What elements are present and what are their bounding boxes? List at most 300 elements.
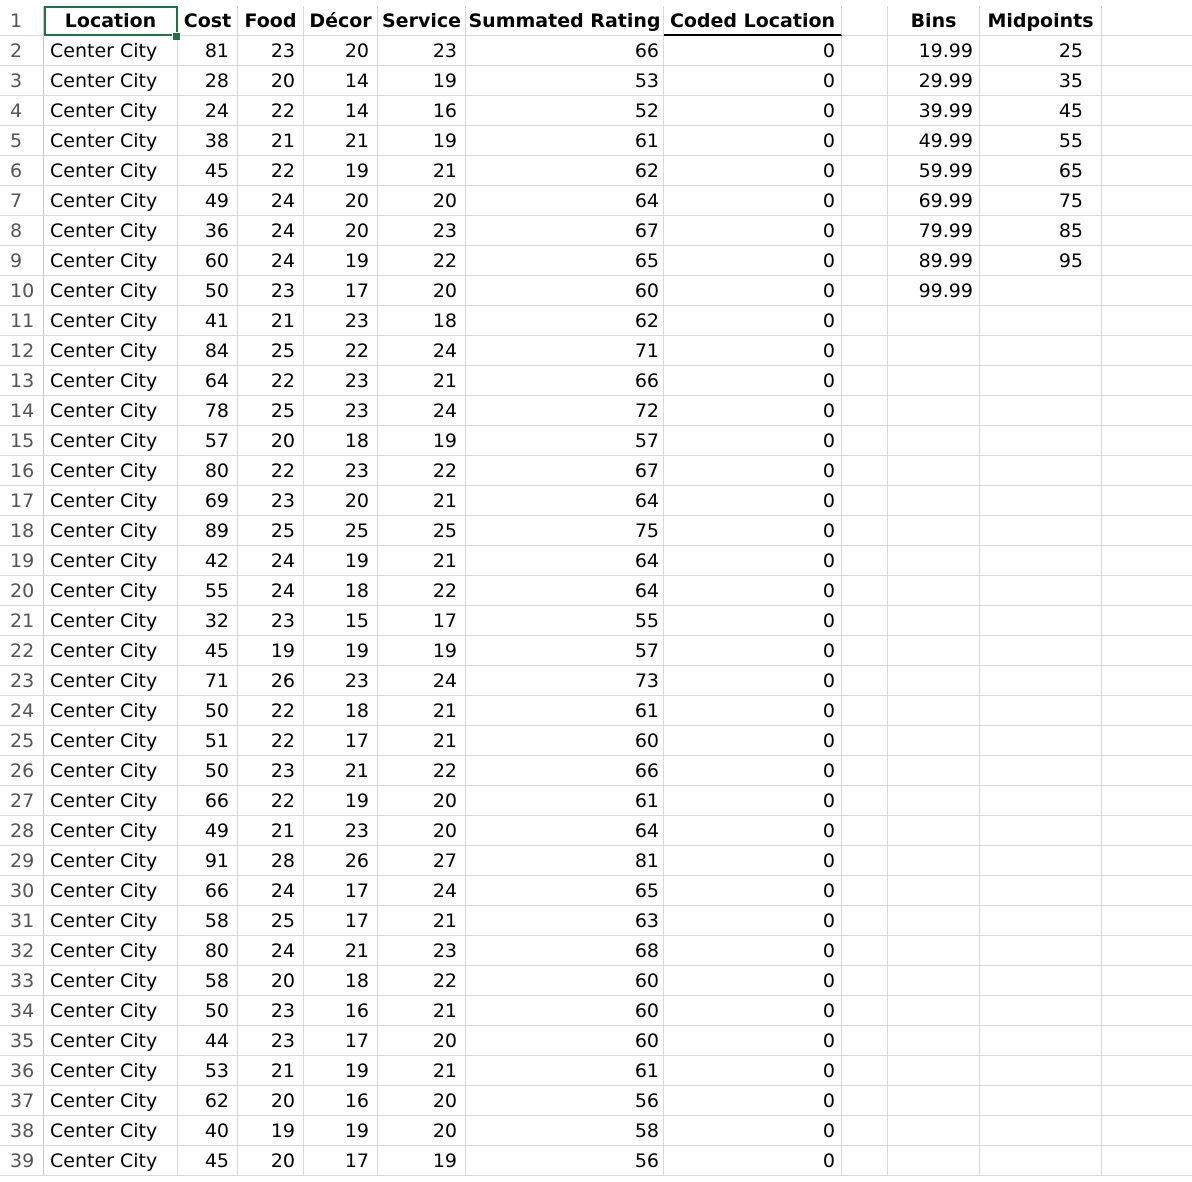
cell-midpoints[interactable]: 75 [980, 186, 1102, 216]
cell-location[interactable]: Center City [44, 1146, 178, 1176]
cell-coded-location[interactable]: 0 [664, 786, 842, 816]
cell-decor[interactable]: 18 [304, 426, 378, 456]
cell-decor[interactable]: 23 [304, 666, 378, 696]
cell-location[interactable]: Center City [44, 786, 178, 816]
cell-food[interactable]: 25 [238, 336, 304, 366]
cell-coded-location[interactable]: 0 [664, 1146, 842, 1176]
cell-bins[interactable] [888, 456, 980, 486]
cell-midpoints[interactable] [980, 486, 1102, 516]
cell-coded-location[interactable]: 0 [664, 606, 842, 636]
cell-food[interactable]: 23 [238, 276, 304, 306]
cell-midpoints[interactable] [980, 966, 1102, 996]
header-cell-coded-location[interactable]: Coded Location [664, 6, 842, 36]
cell-location[interactable]: Center City [44, 216, 178, 246]
cell-service[interactable]: 20 [378, 1026, 466, 1056]
row-number[interactable]: 10 [0, 276, 44, 306]
empty-cell[interactable] [1102, 576, 1192, 606]
cell-location[interactable]: Center City [44, 996, 178, 1026]
cell-summated-rating[interactable]: 60 [466, 996, 664, 1026]
cell-decor[interactable]: 23 [304, 366, 378, 396]
cell-food[interactable]: 24 [238, 576, 304, 606]
cell-midpoints[interactable] [980, 996, 1102, 1026]
cell-summated-rating[interactable]: 75 [466, 516, 664, 546]
cell-coded-location[interactable]: 0 [664, 546, 842, 576]
row-number[interactable]: 17 [0, 486, 44, 516]
cell-location[interactable]: Center City [44, 366, 178, 396]
cell-location[interactable]: Center City [44, 576, 178, 606]
cell-food[interactable]: 20 [238, 426, 304, 456]
cell-location[interactable]: Center City [44, 66, 178, 96]
header-cell-food[interactable]: Food [238, 6, 304, 36]
cell-food[interactable]: 19 [238, 636, 304, 666]
cell-coded-location[interactable]: 0 [664, 1026, 842, 1056]
row-number[interactable]: 8 [0, 216, 44, 246]
cell-coded-location[interactable]: 0 [664, 726, 842, 756]
cell-summated-rating[interactable]: 53 [466, 66, 664, 96]
row-number[interactable]: 36 [0, 1056, 44, 1086]
cell-location[interactable]: Center City [44, 1026, 178, 1056]
cell-bins[interactable] [888, 996, 980, 1026]
cell-service[interactable]: 22 [378, 456, 466, 486]
row-number[interactable]: 26 [0, 756, 44, 786]
cell-location[interactable]: Center City [44, 156, 178, 186]
cell-cost[interactable]: 32 [178, 606, 238, 636]
empty-cell[interactable] [1102, 1146, 1192, 1176]
empty-cell[interactable] [1102, 276, 1192, 306]
cell-decor[interactable]: 14 [304, 66, 378, 96]
cell-coded-location[interactable]: 0 [664, 906, 842, 936]
cell-midpoints[interactable] [980, 846, 1102, 876]
cell-bins[interactable]: 99.99 [888, 276, 980, 306]
empty-cell[interactable] [842, 486, 888, 516]
empty-cell[interactable] [1102, 6, 1192, 36]
cell-midpoints[interactable] [980, 396, 1102, 426]
cell-summated-rating[interactable]: 65 [466, 246, 664, 276]
cell-summated-rating[interactable]: 64 [466, 576, 664, 606]
row-number[interactable]: 13 [0, 366, 44, 396]
row-number[interactable]: 34 [0, 996, 44, 1026]
row-number[interactable]: 14 [0, 396, 44, 426]
row-number[interactable]: 6 [0, 156, 44, 186]
cell-food[interactable]: 21 [238, 306, 304, 336]
empty-cell[interactable] [1102, 336, 1192, 366]
cell-midpoints[interactable] [980, 606, 1102, 636]
cell-cost[interactable]: 57 [178, 426, 238, 456]
row-number[interactable]: 23 [0, 666, 44, 696]
cell-service[interactable]: 21 [378, 366, 466, 396]
cell-food[interactable]: 23 [238, 36, 304, 66]
cell-midpoints[interactable] [980, 816, 1102, 846]
cell-cost[interactable]: 36 [178, 216, 238, 246]
cell-bins[interactable] [888, 516, 980, 546]
cell-decor[interactable]: 23 [304, 396, 378, 426]
cell-decor[interactable]: 22 [304, 336, 378, 366]
cell-bins[interactable] [888, 786, 980, 816]
cell-service[interactable]: 25 [378, 516, 466, 546]
cell-midpoints[interactable] [980, 696, 1102, 726]
cell-cost[interactable]: 71 [178, 666, 238, 696]
empty-cell[interactable] [1102, 36, 1192, 66]
row-number[interactable]: 28 [0, 816, 44, 846]
cell-bins[interactable] [888, 876, 980, 906]
cell-coded-location[interactable]: 0 [664, 996, 842, 1026]
cell-coded-location[interactable]: 0 [664, 96, 842, 126]
cell-coded-location[interactable]: 0 [664, 216, 842, 246]
cell-cost[interactable]: 50 [178, 756, 238, 786]
cell-summated-rating[interactable]: 64 [466, 186, 664, 216]
cell-location[interactable]: Center City [44, 846, 178, 876]
cell-coded-location[interactable]: 0 [664, 456, 842, 486]
cell-decor[interactable]: 17 [304, 876, 378, 906]
cell-bins[interactable]: 39.99 [888, 96, 980, 126]
cell-cost[interactable]: 45 [178, 1146, 238, 1176]
cell-summated-rating[interactable]: 57 [466, 636, 664, 666]
cell-midpoints[interactable] [980, 366, 1102, 396]
cell-bins[interactable]: 29.99 [888, 66, 980, 96]
row-number[interactable]: 1 [0, 6, 44, 36]
cell-summated-rating[interactable]: 66 [466, 36, 664, 66]
empty-cell[interactable] [1102, 516, 1192, 546]
cell-food[interactable]: 23 [238, 996, 304, 1026]
cell-bins[interactable] [888, 696, 980, 726]
cell-coded-location[interactable]: 0 [664, 156, 842, 186]
cell-food[interactable]: 20 [238, 966, 304, 996]
header-cell-location[interactable]: Location [44, 6, 178, 36]
cell-location[interactable]: Center City [44, 756, 178, 786]
row-number[interactable]: 38 [0, 1116, 44, 1146]
cell-bins[interactable] [888, 1116, 980, 1146]
row-number[interactable]: 33 [0, 966, 44, 996]
cell-decor[interactable]: 15 [304, 606, 378, 636]
cell-coded-location[interactable]: 0 [664, 276, 842, 306]
empty-cell[interactable] [842, 336, 888, 366]
cell-service[interactable]: 19 [378, 126, 466, 156]
row-number[interactable]: 2 [0, 36, 44, 66]
cell-location[interactable]: Center City [44, 96, 178, 126]
empty-cell[interactable] [1102, 186, 1192, 216]
empty-cell[interactable] [1102, 846, 1192, 876]
cell-midpoints[interactable]: 35 [980, 66, 1102, 96]
cell-service[interactable]: 21 [378, 996, 466, 1026]
cell-food[interactable]: 22 [238, 786, 304, 816]
empty-cell[interactable] [1102, 606, 1192, 636]
cell-decor[interactable]: 17 [304, 276, 378, 306]
empty-cell[interactable] [842, 96, 888, 126]
cell-bins[interactable] [888, 1026, 980, 1056]
cell-coded-location[interactable]: 0 [664, 306, 842, 336]
cell-coded-location[interactable]: 0 [664, 576, 842, 606]
cell-cost[interactable]: 62 [178, 1086, 238, 1116]
empty-cell[interactable] [842, 246, 888, 276]
cell-location[interactable]: Center City [44, 606, 178, 636]
cell-location[interactable]: Center City [44, 936, 178, 966]
cell-cost[interactable]: 89 [178, 516, 238, 546]
cell-cost[interactable]: 40 [178, 1116, 238, 1146]
cell-midpoints[interactable] [980, 636, 1102, 666]
cell-service[interactable]: 17 [378, 606, 466, 636]
empty-cell[interactable] [1102, 936, 1192, 966]
cell-decor[interactable]: 17 [304, 1026, 378, 1056]
cell-service[interactable]: 20 [378, 276, 466, 306]
cell-midpoints[interactable] [980, 936, 1102, 966]
empty-cell[interactable] [842, 666, 888, 696]
cell-bins[interactable]: 49.99 [888, 126, 980, 156]
cell-food[interactable]: 23 [238, 486, 304, 516]
cell-service[interactable]: 24 [378, 876, 466, 906]
cell-summated-rating[interactable]: 71 [466, 336, 664, 366]
cell-decor[interactable]: 18 [304, 576, 378, 606]
cell-cost[interactable]: 45 [178, 636, 238, 666]
cell-food[interactable]: 21 [238, 126, 304, 156]
cell-cost[interactable]: 45 [178, 156, 238, 186]
cell-coded-location[interactable]: 0 [664, 846, 842, 876]
empty-cell[interactable] [1102, 996, 1192, 1026]
cell-location[interactable]: Center City [44, 1086, 178, 1116]
cell-food[interactable]: 25 [238, 516, 304, 546]
cell-coded-location[interactable]: 0 [664, 636, 842, 666]
cell-food[interactable]: 24 [238, 876, 304, 906]
cell-summated-rating[interactable]: 68 [466, 936, 664, 966]
cell-service[interactable]: 20 [378, 816, 466, 846]
cell-decor[interactable]: 18 [304, 966, 378, 996]
cell-service[interactable]: 23 [378, 216, 466, 246]
cell-service[interactable]: 20 [378, 786, 466, 816]
empty-cell[interactable] [1102, 396, 1192, 426]
empty-cell[interactable] [842, 1026, 888, 1056]
cell-midpoints[interactable] [980, 546, 1102, 576]
header-cell-service[interactable]: Service [378, 6, 466, 36]
empty-cell[interactable] [1102, 306, 1192, 336]
cell-midpoints[interactable] [980, 1056, 1102, 1086]
cell-midpoints[interactable] [980, 1026, 1102, 1056]
empty-cell[interactable] [842, 366, 888, 396]
cell-coded-location[interactable]: 0 [664, 936, 842, 966]
cell-service[interactable]: 20 [378, 1116, 466, 1146]
cell-food[interactable]: 26 [238, 666, 304, 696]
header-cell-bins[interactable]: Bins [888, 6, 980, 36]
cell-bins[interactable] [888, 366, 980, 396]
cell-location[interactable]: Center City [44, 906, 178, 936]
cell-midpoints[interactable] [980, 1146, 1102, 1176]
cell-midpoints[interactable]: 25 [980, 36, 1102, 66]
cell-summated-rating[interactable]: 61 [466, 786, 664, 816]
cell-food[interactable]: 24 [238, 216, 304, 246]
cell-location[interactable]: Center City [44, 726, 178, 756]
empty-cell[interactable] [842, 936, 888, 966]
cell-cost[interactable]: 53 [178, 1056, 238, 1086]
cell-cost[interactable]: 66 [178, 786, 238, 816]
cell-food[interactable]: 20 [238, 1146, 304, 1176]
cell-summated-rating[interactable]: 73 [466, 666, 664, 696]
cell-cost[interactable]: 50 [178, 996, 238, 1026]
empty-cell[interactable] [842, 816, 888, 846]
empty-cell[interactable] [842, 966, 888, 996]
cell-decor[interactable]: 20 [304, 186, 378, 216]
empty-cell[interactable] [1102, 636, 1192, 666]
cell-service[interactable]: 19 [378, 636, 466, 666]
cell-location[interactable]: Center City [44, 486, 178, 516]
cell-cost[interactable]: 58 [178, 906, 238, 936]
cell-coded-location[interactable]: 0 [664, 966, 842, 996]
cell-decor[interactable]: 20 [304, 486, 378, 516]
empty-cell[interactable] [1102, 246, 1192, 276]
row-number[interactable]: 21 [0, 606, 44, 636]
cell-summated-rating[interactable]: 52 [466, 96, 664, 126]
empty-cell[interactable] [842, 576, 888, 606]
cell-coded-location[interactable]: 0 [664, 666, 842, 696]
empty-cell[interactable] [1102, 156, 1192, 186]
empty-cell[interactable] [842, 186, 888, 216]
cell-summated-rating[interactable]: 67 [466, 216, 664, 246]
empty-cell[interactable] [842, 306, 888, 336]
empty-cell[interactable] [842, 1116, 888, 1146]
cell-decor[interactable]: 16 [304, 1086, 378, 1116]
cell-service[interactable]: 19 [378, 426, 466, 456]
cell-coded-location[interactable]: 0 [664, 126, 842, 156]
cell-decor[interactable]: 16 [304, 996, 378, 1026]
empty-cell[interactable] [1102, 906, 1192, 936]
row-number[interactable]: 11 [0, 306, 44, 336]
cell-summated-rating[interactable]: 57 [466, 426, 664, 456]
cell-decor[interactable]: 23 [304, 816, 378, 846]
cell-decor[interactable]: 23 [304, 306, 378, 336]
empty-cell[interactable] [842, 6, 888, 36]
cell-cost[interactable]: 80 [178, 936, 238, 966]
cell-food[interactable]: 22 [238, 456, 304, 486]
cell-location[interactable]: Center City [44, 636, 178, 666]
cell-summated-rating[interactable]: 61 [466, 1056, 664, 1086]
empty-cell[interactable] [1102, 1056, 1192, 1086]
cell-midpoints[interactable] [980, 1116, 1102, 1146]
row-number[interactable]: 27 [0, 786, 44, 816]
cell-summated-rating[interactable]: 65 [466, 876, 664, 906]
empty-cell[interactable] [1102, 486, 1192, 516]
row-number[interactable]: 22 [0, 636, 44, 666]
cell-decor[interactable]: 19 [304, 636, 378, 666]
cell-decor[interactable]: 21 [304, 126, 378, 156]
cell-service[interactable]: 23 [378, 936, 466, 966]
empty-cell[interactable] [842, 876, 888, 906]
row-number[interactable]: 39 [0, 1146, 44, 1176]
cell-midpoints[interactable] [980, 876, 1102, 906]
cell-location[interactable]: Center City [44, 876, 178, 906]
cell-coded-location[interactable]: 0 [664, 336, 842, 366]
cell-cost[interactable]: 69 [178, 486, 238, 516]
empty-cell[interactable] [842, 906, 888, 936]
cell-location[interactable]: Center City [44, 306, 178, 336]
cell-summated-rating[interactable]: 64 [466, 816, 664, 846]
cell-location[interactable]: Center City [44, 1056, 178, 1086]
empty-cell[interactable] [842, 696, 888, 726]
cell-decor[interactable]: 19 [304, 156, 378, 186]
cell-summated-rating[interactable]: 81 [466, 846, 664, 876]
cell-midpoints[interactable] [980, 576, 1102, 606]
cell-cost[interactable]: 84 [178, 336, 238, 366]
cell-midpoints[interactable] [980, 306, 1102, 336]
cell-decor[interactable]: 23 [304, 456, 378, 486]
cell-food[interactable]: 23 [238, 1026, 304, 1056]
header-cell-cost[interactable]: Cost [178, 6, 238, 36]
cell-service[interactable]: 18 [378, 306, 466, 336]
cell-decor[interactable]: 17 [304, 726, 378, 756]
cell-food[interactable]: 22 [238, 696, 304, 726]
cell-bins[interactable] [888, 636, 980, 666]
cell-food[interactable]: 21 [238, 1056, 304, 1086]
cell-summated-rating[interactable]: 72 [466, 396, 664, 426]
cell-coded-location[interactable]: 0 [664, 1056, 842, 1086]
cell-coded-location[interactable]: 0 [664, 876, 842, 906]
cell-summated-rating[interactable]: 58 [466, 1116, 664, 1146]
cell-decor[interactable]: 21 [304, 936, 378, 966]
cell-location[interactable]: Center City [44, 246, 178, 276]
cell-cost[interactable]: 28 [178, 66, 238, 96]
cell-summated-rating[interactable]: 55 [466, 606, 664, 636]
cell-midpoints[interactable] [980, 516, 1102, 546]
row-number[interactable]: 18 [0, 516, 44, 546]
empty-cell[interactable] [842, 516, 888, 546]
cell-coded-location[interactable]: 0 [664, 66, 842, 96]
row-number[interactable]: 30 [0, 876, 44, 906]
cell-service[interactable]: 19 [378, 66, 466, 96]
cell-bins[interactable] [888, 606, 980, 636]
empty-cell[interactable] [1102, 456, 1192, 486]
row-number[interactable]: 15 [0, 426, 44, 456]
cell-service[interactable]: 21 [378, 156, 466, 186]
cell-bins[interactable]: 69.99 [888, 186, 980, 216]
empty-cell[interactable] [1102, 1086, 1192, 1116]
row-number[interactable]: 12 [0, 336, 44, 366]
row-number[interactable]: 31 [0, 906, 44, 936]
cell-decor[interactable]: 21 [304, 756, 378, 786]
cell-service[interactable]: 27 [378, 846, 466, 876]
empty-cell[interactable] [1102, 786, 1192, 816]
cell-service[interactable]: 21 [378, 546, 466, 576]
cell-cost[interactable]: 60 [178, 246, 238, 276]
cell-service[interactable]: 20 [378, 186, 466, 216]
cell-summated-rating[interactable]: 62 [466, 156, 664, 186]
cell-location[interactable]: Center City [44, 426, 178, 456]
empty-cell[interactable] [1102, 366, 1192, 396]
row-number[interactable]: 5 [0, 126, 44, 156]
cell-location[interactable]: Center City [44, 126, 178, 156]
cell-decor[interactable]: 19 [304, 786, 378, 816]
cell-bins[interactable] [888, 816, 980, 846]
cell-food[interactable]: 25 [238, 396, 304, 426]
cell-bins[interactable] [888, 906, 980, 936]
empty-cell[interactable] [1102, 216, 1192, 246]
empty-cell[interactable] [842, 636, 888, 666]
cell-cost[interactable]: 80 [178, 456, 238, 486]
cell-decor[interactable]: 20 [304, 36, 378, 66]
empty-cell[interactable] [1102, 756, 1192, 786]
cell-food[interactable]: 22 [238, 156, 304, 186]
cell-bins[interactable] [888, 306, 980, 336]
cell-summated-rating[interactable]: 64 [466, 486, 664, 516]
cell-coded-location[interactable]: 0 [664, 246, 842, 276]
cell-decor[interactable]: 17 [304, 1146, 378, 1176]
cell-service[interactable]: 22 [378, 756, 466, 786]
cell-location[interactable]: Center City [44, 966, 178, 996]
cell-summated-rating[interactable]: 62 [466, 306, 664, 336]
cell-service[interactable]: 24 [378, 336, 466, 366]
cell-service[interactable]: 21 [378, 906, 466, 936]
cell-bins[interactable] [888, 966, 980, 996]
header-cell-summated-rating[interactable]: Summated Rating [466, 6, 664, 36]
cell-midpoints[interactable] [980, 276, 1102, 306]
cell-coded-location[interactable]: 0 [664, 396, 842, 426]
cell-bins[interactable] [888, 756, 980, 786]
row-number[interactable]: 32 [0, 936, 44, 966]
